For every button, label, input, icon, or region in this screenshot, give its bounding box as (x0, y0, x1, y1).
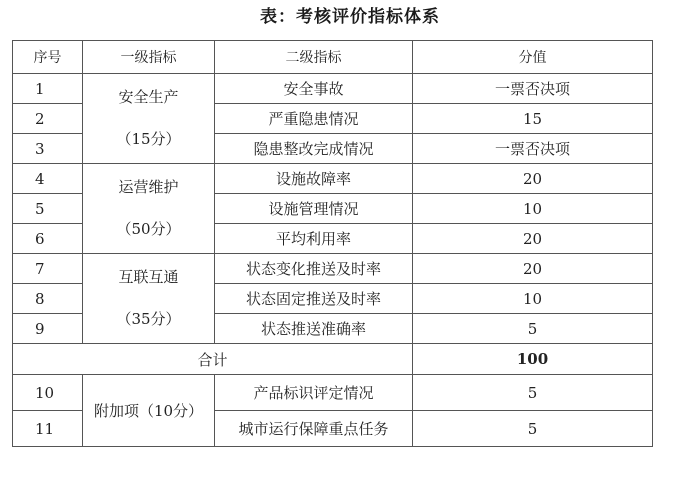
category-name: 运营维护 (118, 178, 179, 196)
row-seq: 3 (13, 134, 83, 164)
row-seq: 7 (13, 254, 83, 284)
total-row (13, 344, 653, 375)
header-seq: 序号 (13, 41, 83, 74)
row-indicator: 设施故障率 (215, 164, 413, 194)
row-seq: 6 (13, 224, 83, 254)
row-indicator: 状态变化推送及时率 (215, 254, 413, 284)
row-score: 20 (413, 254, 653, 284)
table-row (13, 254, 653, 284)
table-row (13, 375, 653, 411)
category-name: 互联互通 (118, 268, 179, 286)
level1-category (83, 164, 215, 254)
row-indicator: 状态固定推送及时率 (215, 284, 413, 314)
total-label: 合计 (13, 344, 413, 375)
kpi-table (12, 40, 653, 447)
row-seq: 10 (13, 375, 83, 411)
row-seq: 2 (13, 104, 83, 134)
header-row (13, 41, 653, 74)
row-indicator: 平均利用率 (215, 224, 413, 254)
row-indicator: 隐患整改完成情况 (215, 134, 413, 164)
row-indicator: 产品标识评定情况 (215, 375, 413, 411)
extra-category: 附加项（10分） (83, 375, 215, 447)
category-points: （50分） (116, 219, 181, 238)
row-indicator: 状态推送准确率 (215, 314, 413, 344)
row-seq: 9 (13, 314, 83, 344)
category-points: （15分） (116, 129, 181, 148)
row-seq: 4 (13, 164, 83, 194)
row-score: 5 (413, 375, 653, 411)
category-points: （35分） (116, 309, 181, 328)
row-score: 5 (413, 314, 653, 344)
row-score: 15 (413, 104, 653, 134)
category-name: 安全生产 (118, 88, 179, 106)
row-score: 10 (413, 284, 653, 314)
header-level2: 二级指标 (215, 41, 413, 74)
row-score: 5 (413, 411, 653, 447)
row-score: 20 (413, 224, 653, 254)
header-level1: 一级指标 (83, 41, 215, 74)
row-indicator: 安全事故 (215, 74, 413, 104)
table-row (13, 74, 653, 104)
row-indicator: 严重隐患情况 (215, 104, 413, 134)
row-seq: 5 (13, 194, 83, 224)
table-row (13, 164, 653, 194)
row-score: 一票否决项 (413, 134, 653, 164)
row-indicator: 城市运行保障重点任务 (215, 411, 413, 447)
row-seq: 11 (13, 411, 83, 447)
row-score: 20 (413, 164, 653, 194)
level1-category (83, 254, 215, 344)
table-title: 表：考核评价指标体系 (260, 7, 440, 27)
row-score: 一票否决项 (413, 74, 653, 104)
total-score: 100 (413, 344, 653, 375)
header-score: 分值 (413, 41, 653, 74)
row-score: 10 (413, 194, 653, 224)
row-seq: 8 (13, 284, 83, 314)
row-indicator: 设施管理情况 (215, 194, 413, 224)
row-seq: 1 (13, 74, 83, 104)
level1-category (83, 74, 215, 164)
